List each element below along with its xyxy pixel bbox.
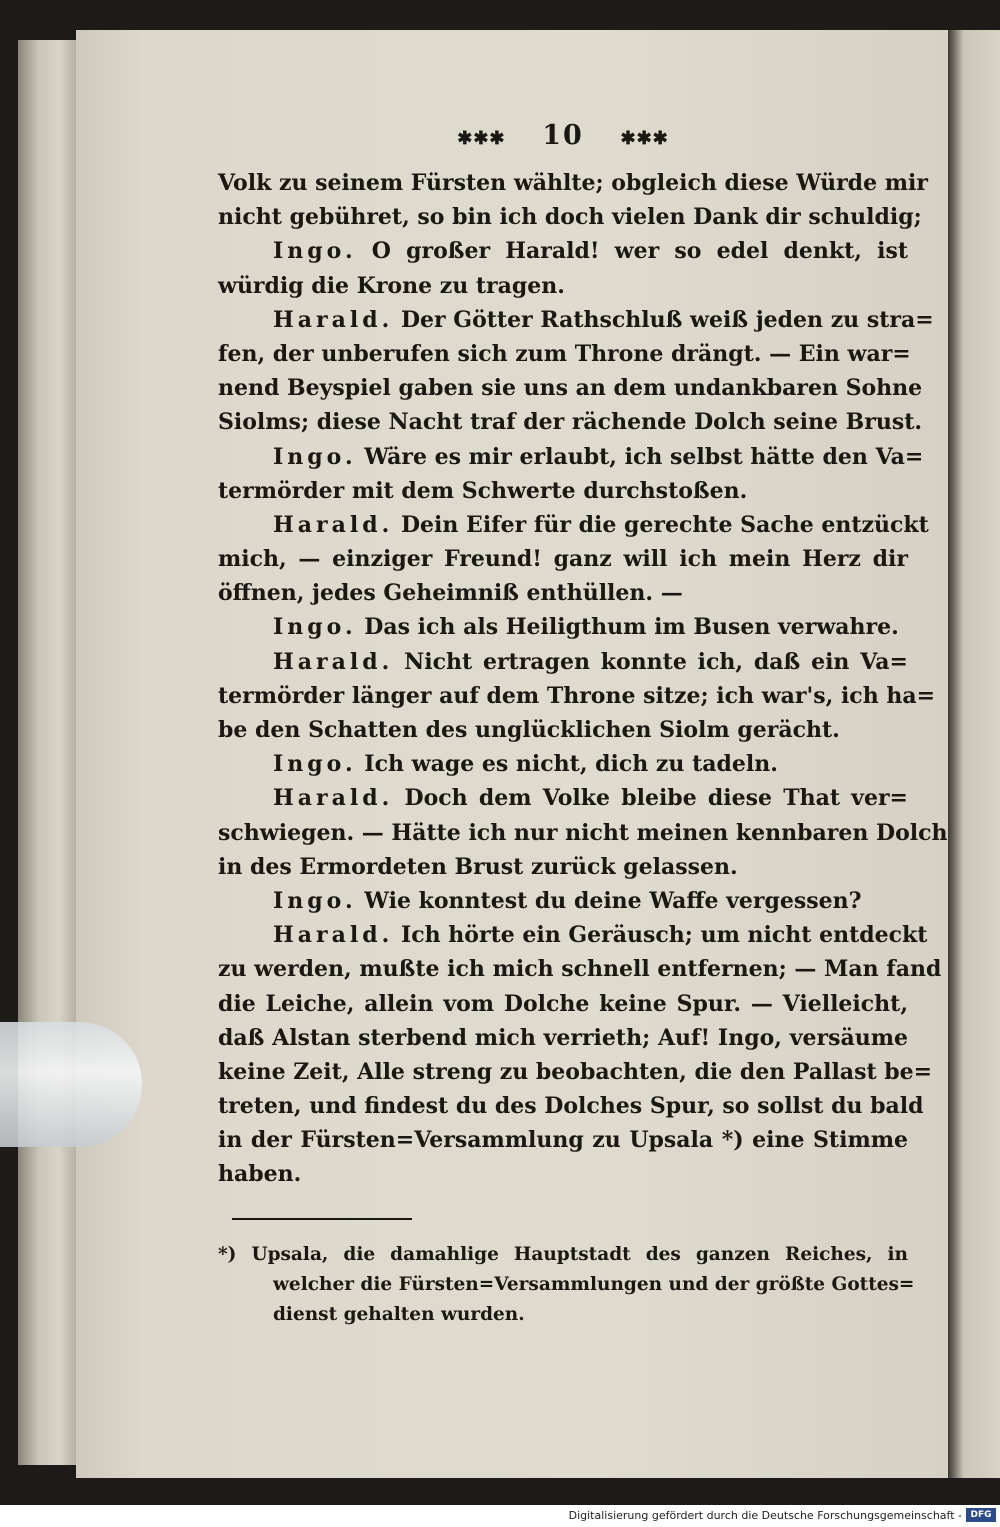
book-page-edges-left <box>18 40 76 1465</box>
line-text: treten, und findest du des Dolches Spur, so sollst du bald <box>218 1093 924 1120</box>
text-line <box>218 371 923 405</box>
footnote-line: dienst gehalten wurden. <box>273 1303 525 1325</box>
speaker-name: Ingo. <box>273 443 357 470</box>
line-text: fen, der unberufen sich zum Throne drängt. — Ein war= <box>218 340 911 367</box>
text-line <box>218 234 908 268</box>
speaker-name: Harald. <box>273 922 394 949</box>
text-line <box>218 610 908 644</box>
speaker-name: Ingo. <box>273 238 357 265</box>
text-line <box>218 918 928 952</box>
text-line <box>218 269 908 303</box>
speaker-name: Harald. <box>273 785 394 812</box>
page-text-block <box>218 120 948 1330</box>
line-text: Ich wage es nicht, dich zu tadeln. <box>364 751 778 778</box>
speaker-name: Ingo. <box>273 887 357 914</box>
line-text: schwiegen. — Hätte ich nur nicht meinen kennbaren Dolch <box>218 819 948 846</box>
line-text: die Leiche, allein vom Dolche keine Spur. — Vielleicht, <box>218 990 908 1017</box>
line-text: be den Schatten des unglücklichen Siolm gerächt. <box>218 717 840 743</box>
page-number: 10 <box>542 120 584 151</box>
line-text: Siolms; diese Nacht traf der rächende Dolch seine Brust. <box>218 409 923 436</box>
text-line <box>218 508 929 542</box>
line-text: Dein Eifer für die gerechte Sache entzückt <box>400 511 929 538</box>
line-text: Doch dem Volke bleibe diese That ver= <box>404 785 908 812</box>
speaker-name: Ingo. <box>273 614 357 641</box>
body-text <box>218 166 948 1192</box>
text-line <box>218 440 924 474</box>
line-text: öffnen, jedes Geheimniß enthüllen. — <box>218 580 683 607</box>
text-line <box>218 1055 933 1089</box>
line-text: Volk zu seinem Fürsten wählte; obgleich diese Würde mir <box>218 170 928 196</box>
text-line <box>218 747 908 781</box>
line-text: termörder länger auf dem Throne sitze; ich war's, ich ha= <box>218 682 936 709</box>
header-ornament-left: ✱✱✱ <box>457 128 506 149</box>
footnote-line: *) Upsala, die damahlige Hauptstadt des ganzen Reiches, in <box>218 1243 908 1265</box>
dfg-logo: DFG <box>966 1508 996 1522</box>
line-text: Nicht ertragen konnte ich, daß ein Va= <box>404 648 908 675</box>
page-header <box>218 120 908 166</box>
line-text: keine Zeit, Alle streng zu beobachten, die den Pallast be= <box>218 1058 933 1085</box>
text-line <box>218 781 908 815</box>
text-line <box>218 679 936 713</box>
text-line <box>218 713 908 747</box>
footnote-rule <box>232 1218 412 1220</box>
line-text: mich, — einziger Freund! ganz will ich mein Herz dir <box>218 546 908 573</box>
speaker-name: Harald. <box>273 511 394 538</box>
line-text: termörder mit dem Schwerte durchstoßen. <box>218 477 748 504</box>
speaker-name: Ingo. <box>273 751 357 778</box>
line-text: zu werden, mußte ich mich schnell entfernen; — Man fand <box>218 956 942 983</box>
line-text: Das ich als Heiligthum im Busen verwahre. <box>364 614 899 641</box>
text-line <box>218 405 923 439</box>
text-line <box>218 542 908 576</box>
line-text: O großer Harald! wer so edel denkt, ist <box>371 238 908 265</box>
text-line <box>218 200 922 234</box>
speaker-name: Harald. <box>273 306 394 333</box>
line-text: Ich hörte ein Geräusch; um nicht entdeckt <box>400 922 928 949</box>
text-line <box>218 1157 908 1191</box>
text-line <box>218 166 928 200</box>
line-text: haben. <box>218 1161 302 1188</box>
digitization-credit: Digitalisierung gefördert durch die Deutsche Forschungsgemeinschaft - <box>568 1509 962 1522</box>
line-text: in des Ermordeten Brust zurück gelassen. <box>218 853 738 880</box>
text-line <box>218 576 908 610</box>
footnote <box>218 1240 915 1330</box>
text-line <box>218 337 911 371</box>
line-text: daß Alstan sterbend mich verrieth; Auf! Ingo, versäume <box>218 1024 908 1051</box>
line-text: Der Götter Rathschluß weiß jeden zu stra= <box>400 306 934 333</box>
text-line <box>218 816 948 850</box>
text-line <box>218 850 908 884</box>
text-line <box>218 645 908 679</box>
footnote-line: welcher die Fürsten=Versammlungen und der größte Gottes= <box>273 1273 915 1295</box>
text-line <box>218 952 942 986</box>
line-text: in der Fürsten=Versammlung zu Upsala *) eine Stimme <box>218 1127 908 1154</box>
text-line <box>218 474 908 508</box>
text-line <box>218 1123 908 1157</box>
text-line <box>218 303 934 337</box>
text-line <box>218 1021 908 1055</box>
speaker-name: Harald. <box>273 648 394 675</box>
page-holder-clip <box>0 1022 142 1147</box>
line-text: nend Beyspiel gaben sie uns an dem undankbaren Sohne <box>218 375 923 402</box>
line-text: würdig die Krone zu tragen. <box>218 272 565 299</box>
text-line <box>218 884 908 918</box>
book-page-edges-right <box>948 30 1000 1478</box>
header-ornament-right: ✱✱✱ <box>620 128 669 149</box>
line-text: Wäre es mir erlaubt, ich selbst hätte den Va= <box>364 443 924 470</box>
line-text: Wie konntest du deine Waffe vergessen? <box>364 887 862 914</box>
text-line <box>218 987 908 1021</box>
text-line <box>218 1089 924 1123</box>
line-text: nicht gebühret, so bin ich doch vielen Dank dir schuldig; <box>218 204 922 231</box>
